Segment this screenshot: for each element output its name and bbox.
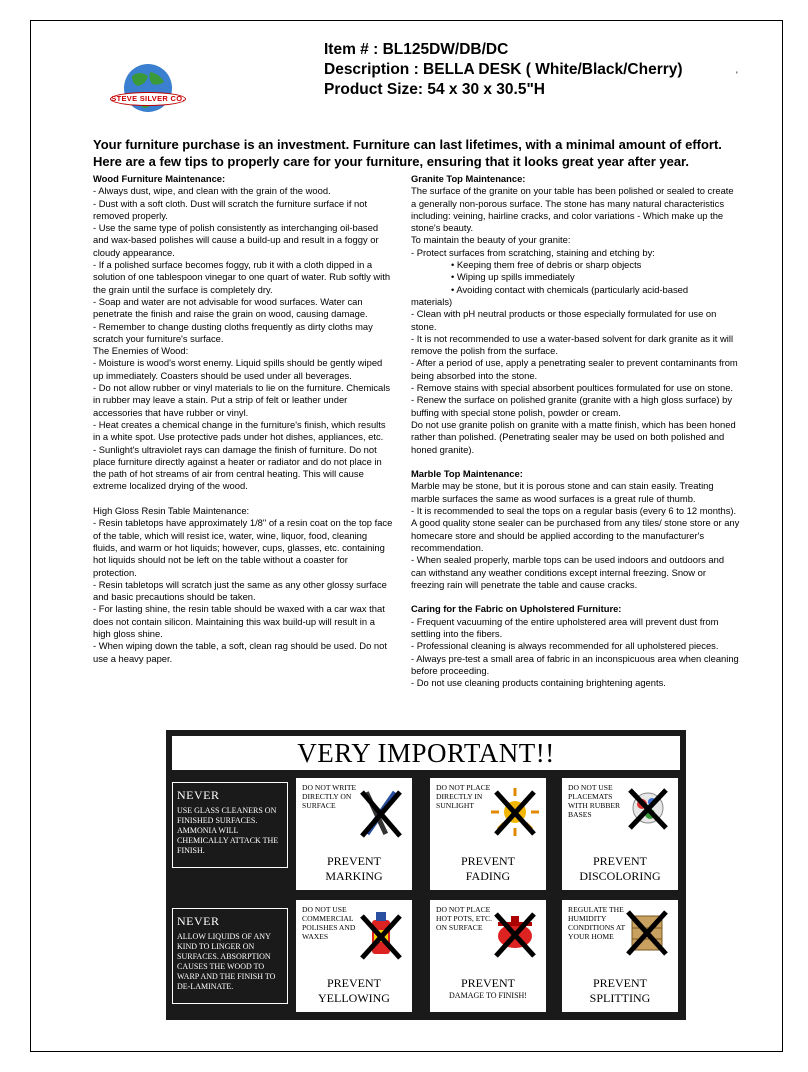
granite-bullet: • Wiping up spills immediately [451,271,575,283]
globe-icon [110,62,186,114]
never-body: USE GLASS CLEANERS ON FINISHED SURFACES. AMMONIA WILL CHEMICALLY ATTACK THE FINISH. [177,806,279,855]
humidity-icon [622,906,672,964]
wood-tip: - Use the same type of polish consistently as interchanging oil-based and wax-based polishes will cause a build-up and result in a foggy or cloudy appearance. [93,222,379,258]
wood-tip: - Soap and water are not advisable for wood surfaces. Water can penetrate the finish and raise the grain on wood, causing damage. [93,295,368,320]
care-card-splitting [562,900,678,1012]
enemies-tip: - Sunlight's ultraviolet rays can damage the finish of furniture. Do not place furniture directly against a heater or radiator and do not place in the path of hot streams of air from central heating. This will cause extreme localized drying of the wood. [93,443,382,492]
never-title: NEVER [177,788,220,802]
granite-tip: - Remove stains with special absorbent poultices formulated for use on stone. [411,382,734,394]
placemat-icon [622,784,672,842]
sun-icon [490,784,540,842]
card-prevent: PREVENT [327,976,381,990]
card-text: DO NOT WRITE DIRECTLY ON SURFACE [302,783,357,810]
resin-tip: - Resin tabletops will scratch just the same as any other glossy surface and basic precautions should be taken. [93,578,387,603]
care-card-yellowing [296,900,412,1012]
pen-icon [356,784,406,842]
never-title: NEVER [177,914,220,928]
marble-title: Marble Top Maintenance: [411,468,523,480]
very-important-panel [166,730,686,1020]
card-result: SPLITTING [589,991,651,1005]
fabric-tip: - Professional cleaning is always recommended for all upholstered pieces. [411,640,719,652]
fabric-tip: - Frequent vacuuming of the entire upholstered area will prevent dust from settling into the fibers. [411,615,719,639]
product-size: Product Size: 54 x 30 x 30.5"H [324,81,546,98]
intro-line-1: Your furniture purchase is an investment. Furniture can last lifetimes, with a minimal amount of effort. [93,137,722,152]
granite-tip: - Clean with pH neutral products or those especially formulated for use on stone. [411,308,717,332]
care-card-discoloring [562,778,678,890]
intro-line-2: Here are a few tips to properly care for your furniture, ensuring that it looks great year after year. [93,154,690,169]
granite-bullet: • Avoiding contact with chemicals (particularly acid-based [451,283,689,295]
never-body: ALLOW LIQUIDS OF ANY KIND TO LINGER ON SURFACES. ABSORPTION CAUSES THE WOOD TO WARP AND THE FINISH TO DE-LAMINATE. [177,932,276,991]
granite-tip: - After a period of use, apply a penetrating sealer to prevent contaminants from being absorbed into the stone. [411,357,738,381]
card-text: DO NOT PLACE DIRECTLY IN SUNLIGHT [436,783,491,810]
card-prevent: PREVENT [461,976,515,990]
card-result: DAMAGE TO FINISH! [449,991,527,1000]
wood-tip: - Remember to change dusting cloths frequently as dirty cloths may scratch your furniture's surface. [93,320,373,344]
granite-tip: - Renew the surface on polished granite (granite with a high gloss surface) by buffing with special stone polish, powder or cream. [411,394,733,418]
granite-tip: - It is not recommended to use a water-based solvent for dark granite as it will remove the polish from the surface. [411,332,734,357]
card-prevent: PREVENT [593,976,647,990]
polish-bottle-icon [356,906,406,964]
never-box-liquids [172,908,288,1004]
care-card-fading [430,778,546,890]
very-important-title: VERY IMPORTANT!! [172,736,680,770]
enemies-tip: - Moisture is wood's worst enemy. Liquid spills should be gently wiped up immediately. Coasters should be used under all beverages. [93,357,383,381]
marble-tip: Marble may be stone, but it is porous stone and can stain easily. Treating marble surfaces the same as wood surfaces is a great rule of thumb. [411,480,714,504]
wood-maintenance-title: Wood Furniture Maintenance: [93,173,226,184]
stray-mark: ' [736,70,738,80]
resin-title: High Gloss Resin Table Maintenance: [93,505,250,517]
item-number: Item # : BL125DW/DB/DC [324,41,509,58]
wood-tip: - If a polished surface becomes foggy, rub it with a cloth dipped in a solution of one tablespoon vinegar to one quart of water. Rub softly with the grain until the surface is completely dry. [93,259,391,295]
card-result: YELLOWING [318,991,390,1005]
resin-tip: - For lasting shine, the resin table should be waxed with a car wax that does not contain silicon. Maintaining this wax build-up will result in a high gloss shine. [93,603,385,639]
card-result: MARKING [325,869,383,883]
granite-intro: The surface of the granite on your table has been polished or sealed to create a generally non-porous surface. The stone has many natural characteristics including: veining, hairline cracks, and color variations - Which make up the stone's beauty. [411,185,734,234]
marble-tip: - It is recommended to seal the tops on a regular basis (every 6 to 12 months). A good quality stone sealer can be purchased from any tiles/ stone store or any homecare store and should be applied according to the manufacturer's recommendation. [411,505,740,553]
card-prevent: PREVENT [461,854,515,868]
granite-title: Granite Top Maintenance: [411,173,526,184]
card-prevent: PREVENT [327,854,381,868]
product-header [324,40,683,100]
hot-pot-icon [490,906,540,964]
granite-tip: Do not use granite polish on granite with a matte finish, which has been honed rather than polished. (Penetrating sealer may be used on both polished and honed granite). [411,418,736,455]
card-text: REGULATE THE HUMIDITY CONDITIONS AT YOUR HOME [568,905,626,941]
card-prevent: PREVENT [593,854,647,868]
right-column [411,173,741,689]
fabric-tip: - Do not use cleaning products containing brightening agents. [411,677,666,689]
enemies-tip: - Heat creates a chemical change in the furniture's finish, which results in a white spot. Use protective pads under hot dishes, appliances, etc. [93,418,386,443]
granite-maintain: To maintain the beauty of your granite: [411,234,571,246]
product-description: Description : BELLA DESK ( White/Black/Cherry) [324,61,683,78]
company-logo [110,62,186,114]
wood-tip: - Always dust, wipe, and clean with the grain of the wood. [93,185,331,197]
granite-bullet: • Keeping them free of debris or sharp objects [451,259,642,271]
card-result: DISCOLORING [579,869,661,883]
fabric-title: Caring for the Fabric on Upholstered Furniture: [411,603,622,615]
granite-materials: materials) [411,295,453,307]
never-box-glass-cleaners [172,782,288,868]
granite-protect: - Protect surfaces from scratching, staining and etching by: [411,246,655,258]
logo-text: STEVE SILVER CO. [110,92,186,106]
care-card-damage [430,900,546,1012]
card-result: FADING [465,869,511,883]
resin-tip: - Resin tabletops have approximately 1/8" of a resin coat on the top face of the table, which will resist ice, water, wine, liquor, food, cleaning fluids, and warm or hot liquids; however, cups, glasses, etc. containing hot liquids should not be left on the table without a coaster for protection. [93,517,393,578]
resin-tip: - When wiping down the table, a soft, clean rag should be used. Do not use a heavy paper. [93,640,387,664]
fabric-tip: - Always pre-test a small area of fabric in an inconspicuous area when cleaning before proceeding. [411,652,739,676]
left-column [93,173,393,665]
enemies-tip: - Do not allow rubber or vinyl materials to lie on the furniture. Chemicals in rubber may leave a stain. Put a strip of felt or leather under accessories that have rubber or vinyl. [93,382,391,418]
card-text: DO NOT PLACE HOT POTS, ETC. ON SURFACE [436,905,492,932]
card-text: DO NOT USE COMMERCIAL POLISHES AND WAXES [302,905,356,941]
intro-text [93,136,733,170]
marble-tip: - When sealed properly, marble tops can be used indoors and outdoors and can withstand any weather conditions except internal freezing. Snow or freezing rain will penetrate the table and cause cracks. [411,554,725,590]
card-text: DO NOT USE PLACEMATS WITH RUBBER BASES [568,783,621,819]
enemies-title: The Enemies of Wood: [93,345,189,357]
wood-tip: - Dust with a soft cloth. Dust will scratch the furniture surface if not removed properly. [93,197,368,221]
care-card-marking [296,778,412,890]
